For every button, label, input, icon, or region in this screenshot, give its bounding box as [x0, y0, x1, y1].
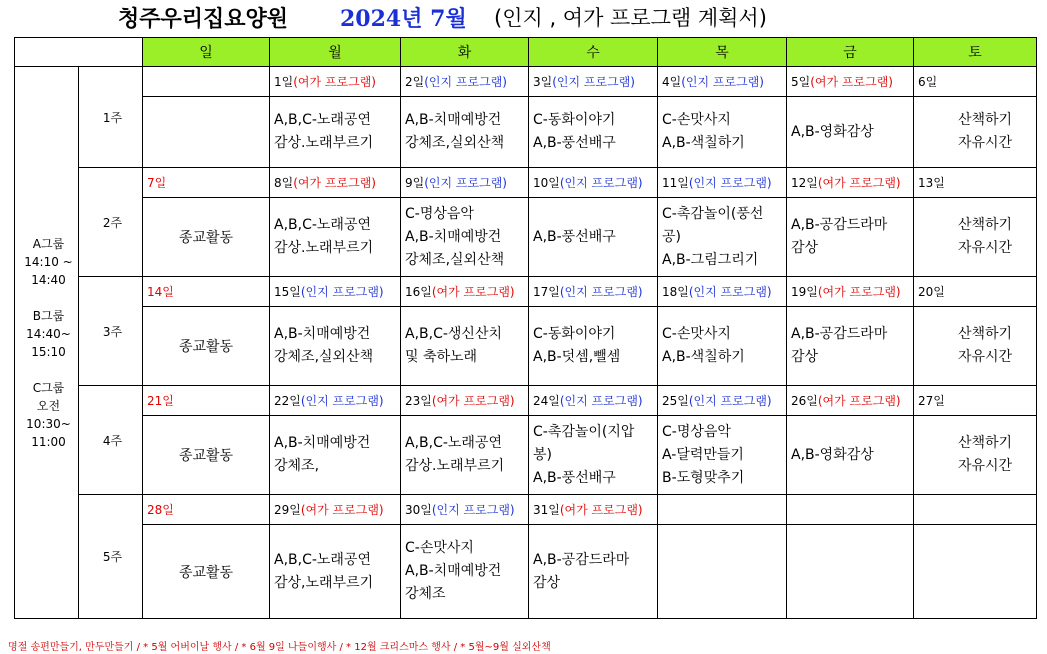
- day-header-sat: 토: [914, 38, 1037, 67]
- date-cell: [401, 386, 529, 416]
- date-number: 19일: [791, 285, 818, 299]
- activity-text: A,B-덧셈,뺄셈: [533, 349, 621, 365]
- activity-text: 감상: [791, 349, 819, 365]
- date-cell: [143, 277, 270, 307]
- date-cell: [529, 67, 658, 97]
- date-number: 5일: [791, 75, 811, 89]
- date-number: 16일: [405, 285, 432, 299]
- date-number: 13일: [918, 176, 945, 190]
- date-cell: [529, 277, 658, 307]
- program-type: (여가 프로그램): [817, 176, 901, 190]
- activity-cell: [658, 525, 787, 619]
- group-times: [15, 67, 79, 619]
- activity-cell: [529, 525, 658, 619]
- date-number: 11일: [662, 176, 689, 190]
- program-type: (여가 프로그램): [293, 176, 376, 190]
- date-cell: [143, 168, 270, 198]
- date-number: 18일: [662, 285, 689, 299]
- activity-text: A,B-영화감상: [791, 123, 874, 140]
- date-cell: [401, 168, 529, 198]
- group-time-text: 14:40: [31, 272, 66, 287]
- date-number: 2일: [405, 75, 425, 89]
- activity-cell: [658, 416, 787, 495]
- program-type: (인지 프로그램): [681, 75, 764, 89]
- program-type: (여가 프로그램): [293, 75, 376, 89]
- activity-text: A,B,C-노래공연: [274, 112, 372, 128]
- group-time-text: 15:10: [31, 344, 66, 359]
- date-number: 3일: [533, 75, 553, 89]
- date-number: 20일: [918, 285, 945, 299]
- day-header-row: [15, 38, 1037, 67]
- activity-text: 산책하기: [957, 112, 1013, 128]
- day-header-mon: 월: [270, 38, 401, 67]
- week-label: 4주: [79, 386, 143, 495]
- program-type: (인지 프로그램): [559, 176, 643, 190]
- activity-text: 산책하기: [957, 217, 1013, 233]
- group-time-text: 10:30~: [26, 416, 71, 431]
- date-number: 7일: [147, 176, 167, 190]
- date-cell: [270, 168, 401, 198]
- activity-row: [15, 307, 1037, 386]
- activity-text: C-손맛사지: [662, 112, 731, 128]
- date-cell: [529, 168, 658, 198]
- date-number: 28일: [147, 503, 174, 517]
- activity-text: 감상: [791, 240, 819, 256]
- activity-cell: [270, 97, 401, 168]
- activity-row: [15, 416, 1037, 495]
- activity-cell: [401, 416, 529, 495]
- activity-text: B-도형맞추기: [662, 469, 745, 486]
- date-cell: [270, 386, 401, 416]
- activity-text: C-동화이야기: [533, 326, 616, 342]
- date-cell: [529, 386, 658, 416]
- activity-text: 봉): [533, 446, 552, 463]
- activity-text: 자유시간: [957, 458, 1013, 474]
- program-type: (인지 프로그램): [688, 285, 772, 299]
- activity-cell: [401, 198, 529, 277]
- date-cell: [787, 277, 914, 307]
- date-cell: [914, 495, 1037, 525]
- date-number: 6일: [918, 75, 938, 89]
- date-number: 31일: [533, 503, 560, 517]
- activity-text: A,B-공감드라마: [533, 551, 630, 568]
- date-cell: [914, 386, 1037, 416]
- activity-cell: [658, 198, 787, 277]
- date-cell: [143, 495, 270, 525]
- activity-text: A,B,C-노래공연: [405, 435, 503, 451]
- date-row: [15, 67, 1037, 97]
- activity-cell: [914, 307, 1037, 386]
- date-cell: [270, 495, 401, 525]
- date-cell: [914, 67, 1037, 97]
- day-header-fri: 금: [787, 38, 914, 67]
- activity-cell: [143, 307, 270, 386]
- date-number: 14일: [147, 285, 174, 299]
- activity-cell: [787, 416, 914, 495]
- activity-cell: [787, 307, 914, 386]
- activity-text: A,B-치매예방건: [405, 228, 502, 245]
- date-cell: [787, 67, 914, 97]
- activity-cell: [914, 525, 1037, 619]
- group-time-text: 14:40~: [26, 326, 71, 341]
- date-cell: [401, 277, 529, 307]
- activity-cell: [529, 198, 658, 277]
- date-number: 23일: [405, 394, 432, 408]
- activity-row: [15, 97, 1037, 168]
- date-number: 10일: [533, 176, 560, 190]
- date-row: [15, 168, 1037, 198]
- group-time-text: B그룹: [32, 308, 65, 323]
- activity-cell: [143, 525, 270, 619]
- date-number: 27일: [918, 394, 945, 408]
- activity-text: A,B-공감드라마: [791, 326, 888, 342]
- date-cell: [914, 277, 1037, 307]
- day-header-wed: 수: [529, 38, 658, 67]
- activity-text: 강체조,: [274, 458, 320, 474]
- date-number: 22일: [274, 394, 301, 408]
- activity-row: [15, 525, 1037, 619]
- activity-text: C-명상음악: [405, 205, 474, 222]
- activity-text: 종교활동: [178, 448, 234, 464]
- activity-text: 자유시간: [957, 349, 1013, 365]
- program-type: (인지 프로그램): [559, 394, 643, 408]
- week-label: 1주: [79, 67, 143, 168]
- day-header-tue: 화: [401, 38, 529, 67]
- date-cell: [270, 277, 401, 307]
- date-row: [15, 386, 1037, 416]
- date-cell: [401, 495, 529, 525]
- activity-text: A,B-치매예방건: [274, 435, 371, 451]
- date-cell: [143, 67, 270, 97]
- group-time-text: C그룹: [32, 380, 65, 395]
- activity-cell: [143, 198, 270, 277]
- date-cell: [787, 168, 914, 198]
- activity-cell: [787, 97, 914, 168]
- activity-text: A,B,C-생신산치: [405, 326, 503, 342]
- activity-text: 감상.노래부르기: [405, 458, 505, 474]
- week-label: 3주: [79, 277, 143, 386]
- activity-cell: [143, 416, 270, 495]
- day-header-thu: 목: [658, 38, 787, 67]
- activity-text: A,B,C-노래공연: [274, 551, 372, 568]
- activity-text: A,B-풍선배구: [533, 228, 616, 245]
- activity-cell: [529, 307, 658, 386]
- activity-text: C-손맛사지: [405, 540, 474, 556]
- activity-row: [15, 198, 1037, 277]
- date-cell: [143, 386, 270, 416]
- week-label: 2주: [79, 168, 143, 277]
- plan-subtitle: (인지 , 여가 프로그램 계획서): [494, 6, 767, 30]
- activity-text: A,B,C-노래공연: [274, 217, 372, 233]
- date-cell: [787, 386, 914, 416]
- date-number: 25일: [662, 394, 689, 408]
- activity-text: 산책하기: [957, 435, 1013, 451]
- activity-text: 종교활동: [178, 564, 234, 581]
- date-cell: [787, 495, 914, 525]
- activity-cell: [787, 525, 914, 619]
- program-type: (인지 프로그램): [424, 75, 507, 89]
- date-row: [15, 277, 1037, 307]
- activity-text: A,B-풍선배구: [533, 469, 616, 486]
- program-type: (인지 프로그램): [424, 176, 507, 190]
- activity-cell: [401, 97, 529, 168]
- program-type: (인지 프로그램): [559, 285, 643, 299]
- activity-cell: [270, 416, 401, 495]
- program-type: (인지 프로그램): [300, 285, 384, 299]
- activity-text: 종교활동: [178, 339, 234, 355]
- activity-text: A,B-색칠하기: [662, 135, 745, 151]
- date-number: 4일: [662, 75, 682, 89]
- header-blank: [15, 38, 143, 67]
- activity-text: A,B-치매예방건: [405, 112, 502, 128]
- document-title: [0, 2, 1047, 34]
- activity-cell: [914, 198, 1037, 277]
- activity-text: A-달력만들기: [662, 446, 744, 463]
- activity-text: C-촉감놀이(풍선: [662, 205, 764, 222]
- activity-text: C-촉감놀이(지압: [533, 423, 635, 440]
- activity-text: 자유시간: [957, 240, 1013, 256]
- activity-cell: [529, 416, 658, 495]
- program-type: (인지 프로그램): [688, 176, 772, 190]
- activity-text: 공): [662, 228, 681, 245]
- program-type: (인지 프로그램): [300, 394, 384, 408]
- activity-text: 종교활동: [178, 230, 234, 246]
- date-number: 26일: [791, 394, 818, 408]
- activity-cell: [787, 198, 914, 277]
- date-cell: [401, 67, 529, 97]
- activity-cell: [529, 97, 658, 168]
- date-cell: [529, 495, 658, 525]
- date-number: 21일: [147, 394, 174, 408]
- activity-text: 및 축하노래: [405, 349, 478, 365]
- program-type: (여가 프로그램): [810, 75, 893, 89]
- date-number: 1일: [274, 75, 294, 89]
- activity-text: 강체조,실외산책: [405, 251, 505, 268]
- program-type: (여가 프로그램): [300, 503, 384, 517]
- group-time-text: 11:00: [31, 434, 66, 449]
- activity-text: 감상: [533, 574, 561, 591]
- plan-date: 2024년 7월: [340, 6, 467, 32]
- activity-cell: [658, 97, 787, 168]
- date-cell: [658, 67, 787, 97]
- date-cell: [270, 67, 401, 97]
- program-type: (인지 프로그램): [688, 394, 772, 408]
- group-time-text: 오전: [36, 398, 61, 413]
- date-cell: [658, 495, 787, 525]
- activity-text: C-손맛사지: [662, 326, 731, 342]
- program-type: (여가 프로그램): [559, 503, 643, 517]
- activity-text: 강체조,실외산책: [274, 349, 374, 365]
- date-cell: [658, 386, 787, 416]
- facility-name: 청주우리집요양원: [118, 7, 289, 32]
- group-time-text: 14:10 ~: [24, 254, 73, 269]
- group-time-text: A그룹: [32, 236, 65, 251]
- date-number: 8일: [274, 176, 294, 190]
- date-number: 15일: [274, 285, 301, 299]
- program-type: (여가 프로그램): [817, 394, 901, 408]
- activity-cell: [270, 525, 401, 619]
- activity-text: A,B-영화감상: [791, 446, 874, 463]
- date-row: [15, 495, 1037, 525]
- activity-text: 자유시간: [957, 135, 1013, 151]
- activity-text: C-동화이야기: [533, 112, 616, 128]
- date-cell: [658, 168, 787, 198]
- day-header-sun: 일: [143, 38, 270, 67]
- program-type: (여가 프로그램): [431, 285, 515, 299]
- program-type: (인지 프로그램): [431, 503, 515, 517]
- program-type: (여가 프로그램): [817, 285, 901, 299]
- program-type: (여가 프로그램): [431, 394, 515, 408]
- activity-text: A,B-풍선배구: [533, 135, 616, 151]
- activity-text: 강체조: [405, 586, 446, 602]
- date-number: 30일: [405, 503, 432, 517]
- activity-cell: [914, 97, 1037, 168]
- date-number: 12일: [791, 176, 818, 190]
- activity-text: A,B-공감드라마: [791, 217, 888, 233]
- activity-text: 산책하기: [957, 326, 1013, 342]
- activity-text: 감상,노래부르기: [274, 574, 374, 591]
- date-number: 9일: [405, 176, 425, 190]
- activity-cell: [658, 307, 787, 386]
- activity-text: 강체조,실외산책: [405, 135, 505, 151]
- activity-text: C-명상음악: [662, 423, 731, 440]
- activity-text: A,B-치매예방건: [274, 326, 371, 342]
- activity-cell: [401, 525, 529, 619]
- date-cell: [658, 277, 787, 307]
- schedule-table: [14, 37, 1037, 619]
- footer-note: 명절 송편만들기, 만두만들기 / * 5월 어버이날 행사 / * 6월 9일 나들이행사 / * 12월 크리스마스 행사 / * 5월~9월 실외산책: [8, 642, 551, 653]
- week-label: 5주: [79, 495, 143, 619]
- date-number: 24일: [533, 394, 560, 408]
- activity-text: A,B-치매예방건: [405, 563, 502, 579]
- program-type: (인지 프로그램): [552, 75, 635, 89]
- activity-text: A,B-색칠하기: [662, 349, 745, 365]
- date-number: 29일: [274, 503, 301, 517]
- activity-cell: [270, 198, 401, 277]
- activity-text: 감상.노래부르기: [274, 240, 374, 256]
- activity-cell: [914, 416, 1037, 495]
- activity-cell: [143, 97, 270, 168]
- date-cell: [914, 168, 1037, 198]
- activity-cell: [270, 307, 401, 386]
- date-number: 17일: [533, 285, 560, 299]
- activity-cell: [401, 307, 529, 386]
- activity-text: A,B-그림그리기: [662, 251, 759, 268]
- activity-text: 감상.노래부르기: [274, 135, 374, 151]
